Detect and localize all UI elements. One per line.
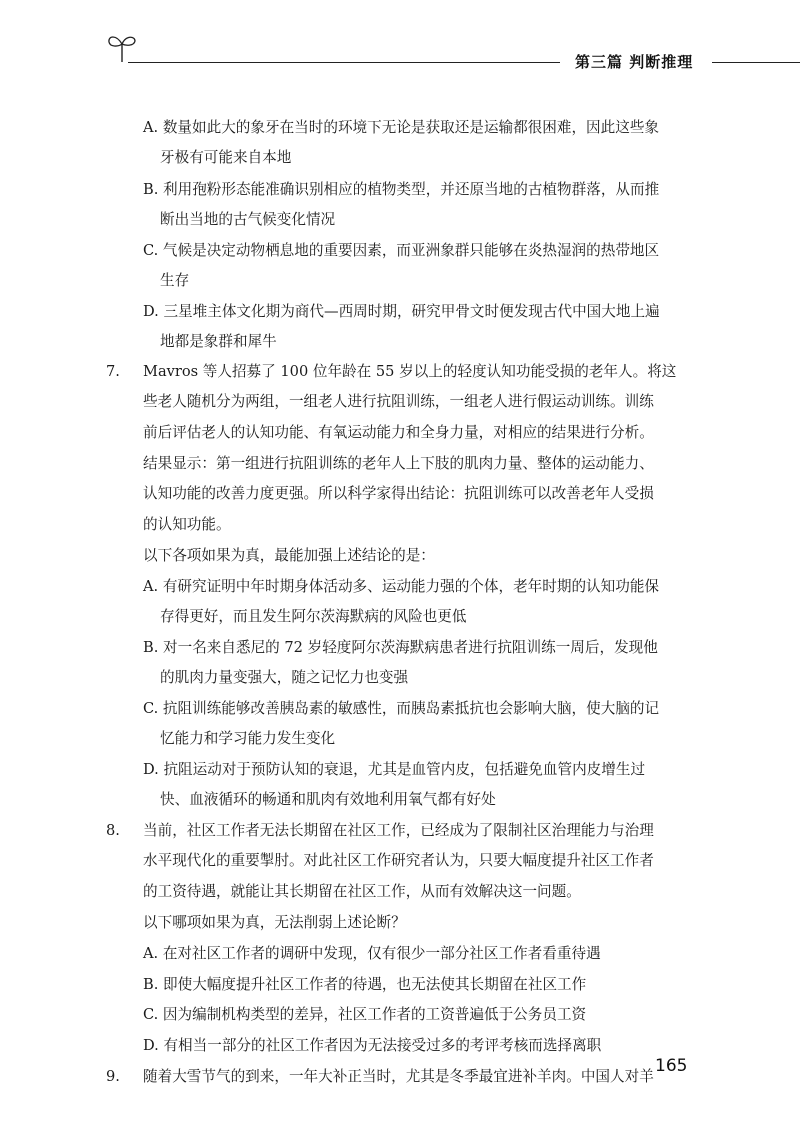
q7-number: 7. (106, 363, 120, 380)
section-title: 第三篇 判断推理 (575, 53, 694, 71)
q6-option-b-line2: 断出当地的古气候变化情况 (160, 211, 336, 228)
q6-option-d-line1: D. 三星堆主体文化期为商代—西周时期，研究甲骨文时便发现古代中国大地上遍 (143, 303, 660, 320)
q8-option-d: D. 有相当一部分的社区工作者因为无法接受过多的考评考核而选择离职 (143, 1037, 602, 1054)
q6-option-b-line1: B. 利用孢粉形态能准确识别相应的植物类型，并还原当地的古植物群落，从而推 (143, 181, 660, 198)
q7-option-c-line2: 忆能力和学习能力发生变化 (160, 730, 336, 747)
q7-option-a-line2: 存得更好，而且发生阿尔茨海默病的风险也更低 (160, 608, 467, 625)
header-rule-left (128, 62, 560, 63)
q8-stem-line3: 的工资待遇，就能让其长期留在社区工作，从而有效解决这一问题。 (143, 883, 581, 900)
q8-stem-line1: 当前，社区工作者无法长期留在社区工作，已经成为了限制社区治理能力与治理 (143, 822, 654, 839)
q6-option-c-line2: 生存 (160, 272, 190, 289)
q7-option-a-line1: A. 有研究证明中年时期身体活动多、运动能力强的个体，老年时期的认知功能保 (143, 578, 660, 595)
q8-option-c: C. 因为编制机构类型的差异，社区工作者的工资普遍低于公务员工资 (143, 1006, 587, 1023)
q7-stem-line2: 些老人随机分为两组，一组老人进行抗阻训练，一组老人进行假运动训练。训练 (143, 393, 654, 410)
q8-option-a: A. 在对社区工作者的调研中发现，仅有很少一部分社区工作者看重待遇 (143, 945, 601, 962)
q9-number: 9. (106, 1068, 120, 1085)
q7-option-d-line1: D. 抗阻运动对于预防认知的衰退，尤其是血管内皮，包括避免血管内皮增生过 (143, 761, 646, 778)
q9-stem-line1: 随着大雪节气的到来，一年大补正当时，尤其是冬季最宜进补羊肉。中国人对羊 (143, 1068, 654, 1085)
q6-option-d-line2: 地都是象群和犀牛 (160, 333, 277, 350)
q7-prompt: 以下各项如果为真，最能加强上述结论的是： (143, 547, 435, 564)
header-rule-right (712, 62, 800, 63)
q8-prompt: 以下哪项如果为真，无法削弱上述论断？ (143, 914, 406, 931)
q8-number: 8. (106, 822, 120, 839)
q7-stem-line5: 认知功能的改善力度更强。所以科学家得出结论：抗阻训练可以改善老年人受损 (143, 485, 654, 502)
q7-option-c-line1: C. 抗阻训练能够改善胰岛素的敏感性，而胰岛素抵抗也会影响大脑，使大脑的记 (143, 700, 660, 717)
page-number: 165 (655, 1056, 688, 1076)
q8-stem-line2: 水平现代化的重要掣肘。对此社区工作研究者认为，只要大幅度提升社区工作者 (143, 852, 654, 869)
q8-option-b: B. 即使大幅度提升社区工作者的待遇，也无法使其长期留在社区工作 (143, 976, 587, 993)
q6-option-c-line1: C. 气候是决定动物栖息地的重要因素，而亚洲象群只能够在炎热湿润的热带地区 (143, 242, 660, 259)
sprout-icon (106, 30, 138, 64)
q7-option-b-line1: B. 对一名来自悉尼的 72 岁轻度阿尔茨海默病患者进行抗阻训练一周后，发现他 (143, 639, 658, 656)
q7-stem-line6: 的认知功能。 (143, 516, 231, 533)
q7-stem-line3: 前后评估老人的认知功能、有氧运动能力和全身力量，对相应的结果进行分析。 (143, 424, 654, 441)
q6-option-a-line1: A. 数量如此大的象牙在当时的环境下无论是获取还是运输都很困难，因此这些象 (143, 119, 660, 136)
q7-stem-line1: Mavros 等人招募了 100 位年龄在 55 岁以上的轻度认知功能受损的老年人。将这 (143, 363, 677, 380)
q6-option-a-line2: 牙极有可能来自本地 (160, 149, 292, 166)
q7-option-b-line2: 的肌肉力量变强大，随之记忆力也变强 (160, 669, 409, 686)
q7-stem-line4: 结果显示：第一组进行抗阻训练的老年人上下肢的肌肉力量、整体的运动能力、 (143, 455, 654, 472)
q7-option-d-line2: 快、血液循环的畅通和肌肉有效地利用氧气都有好处 (160, 791, 496, 808)
